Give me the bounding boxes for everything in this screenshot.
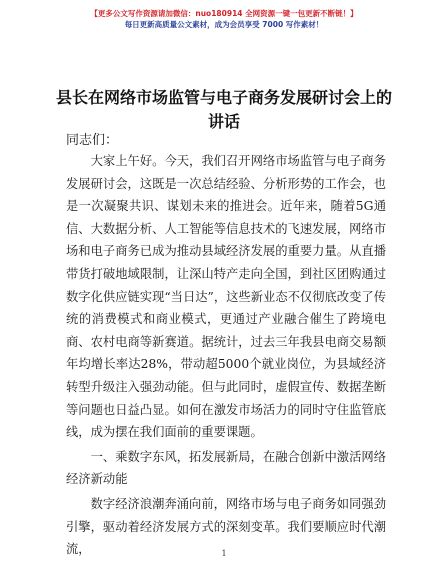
document-title: 县长在网络市场监管与电子商务发展研讨会上的讲话 [55,88,392,131]
promo-banner-line-2: 每日更新高质量公文素材，成为会员享受 7000 写作素材！ [124,20,324,29]
salutation: 同志们： [66,133,119,148]
paragraph-section-1: 数字经济浪潮奔涌向前，网络市场与电子商务如同强劲引擎，驱动着经济发展方式的深刻变革。我们要顺应时代潮流， [66,496,386,557]
section-heading: 一、乘数字东风，拓发展新局，在融合创新中激活网络经济新动能 [66,449,386,487]
promo-banner-line-1: 【更多公文写作资源请加微信：nuo180914 全网资源一键一包更新不断链！】 [90,9,358,18]
page-number: 1 [221,549,227,558]
document-body [66,150,386,561]
promo-banner [0,8,448,30]
paragraph-intro: 大家上午好。今天，我们召开网络市场监管与电子商务发展研讨会，这既是一次总结经验、分析形势的工作会，也是一次凝聚共识、谋划未来的推进会。近年来，随着5G通信、大数据分析、人工智能等信息技术的飞速发展，网络市场和电子商务已成为推动县域经济发展的重要力量。从直播带货打破地域限制，让深山特产走向全国，到社区团购通过数字化供应链实现“当日达”，这些新业态不仅彻底改变了传统的消费模式和商业模式，更通过产业融合催生了跨境电商、农村电商等新赛道。据统计，过去三年我县电商交易额年均增长率达28%，带动超5000个就业岗位，为县域经济转型升级注入强劲动能。但与此同时，虚假宣传、数据垄断等问题也日益凸显。如何在激发市场活力的同时守住监管底线，成为摆在我们面前的重要课题。 [66,154,386,440]
